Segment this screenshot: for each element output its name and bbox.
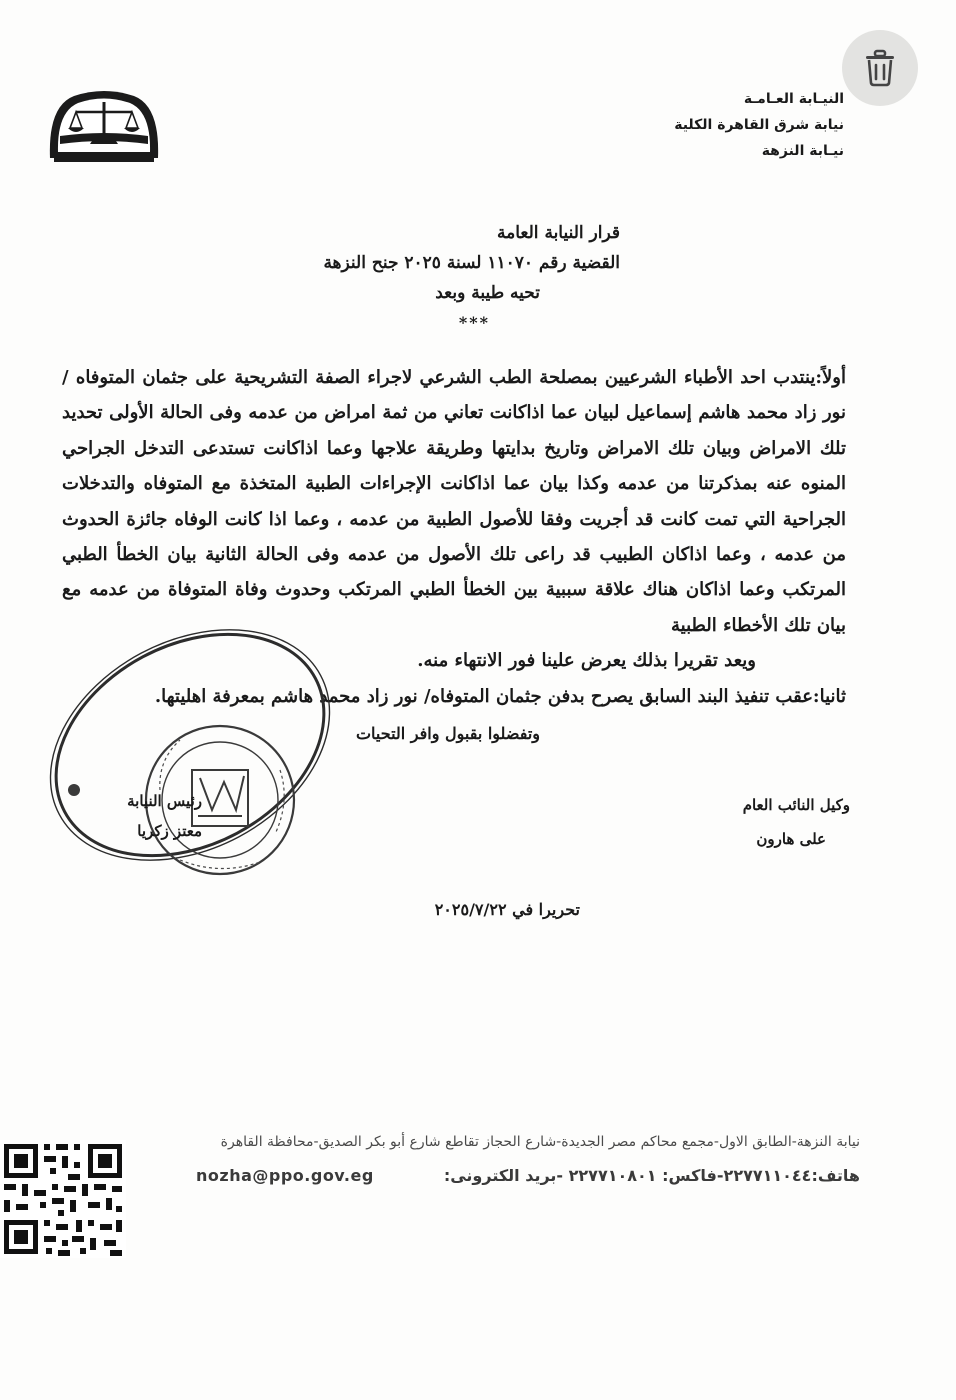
- paragraph-first-end: ويعد تقريرا بذلك يعرض علينا فور الانتهاء منه.: [417, 650, 756, 672]
- issuer-header: [584, 86, 844, 164]
- header-line-1: النيـابة العـامـة: [743, 91, 844, 107]
- signature-right-name: على هارون: [756, 830, 826, 848]
- paragraph-second: ثانيا:عقب تنفيذ البند السابق يصرح بدفن جثمان المتوفاه/ نور زاد محمد هاشم بمعرفة اهليتها.: [154, 685, 846, 707]
- footer-contact: [196, 1166, 860, 1185]
- scales-of-justice-icon: [44, 86, 164, 170]
- title-block: [230, 218, 620, 338]
- stars-separator: ***: [458, 313, 490, 332]
- footer-address: نيابة النزهة-الطابق الاول-مجمع محاكم مصر الجديدة-شارع الحجاز تقاطع شارع أبو بكر الصديق-محافظة القاهرة: [220, 1134, 860, 1150]
- signature-right: [690, 788, 850, 856]
- greeting: تحيه طيبة وبعد: [435, 283, 540, 303]
- qr-code: [0, 1140, 126, 1258]
- signature-left-title: رئيس النيابة: [127, 792, 202, 810]
- signature-left: [62, 786, 202, 846]
- case-number: القضية رقم ١١٠٧٠ لسنة ٢٠٢٥ جنح النزهة: [323, 253, 620, 273]
- decision-title: قرار النيابة العامة: [497, 223, 620, 243]
- delete-button[interactable]: [842, 30, 918, 106]
- header-line-2: نيابة شرق القاهرة الكلية: [674, 117, 844, 133]
- signature-left-name: معتز زكريا: [137, 822, 202, 840]
- header-line-3: نيـابة النزهة: [761, 143, 844, 159]
- issue-date: تحريرا في ٢٠٢٥/٧/٢٢: [434, 900, 580, 919]
- closing-phrase: وتفضلوا بقبول وافر التحيات: [355, 724, 540, 743]
- paragraph-first: أولاً:ينتدب احد الأطباء الشرعيين بمصلحة الطب الشرعي لاجراء الصفة التشريحية على جثمان المتوفاه / نور زاد محمد هاشم إسماعيل لبيان عما اذاكانت تعاني من ثمة امراض من عدمه وفى الحالة الأولى تحديد تلك الامراض وبيان تلك الامراض وتاريخ بدايتها وطريقة علاجها وعما اذاكانت تستدعى التدخل الجراحي المنوه عنه بمذكرتنا من عدمه وكذا بيان عما اذاكانت الإجراءات الطبية المتخذة مع المتوفاه والتدخلات الجراحية التي تمت كانت قد أجريت وفقا للأصول الطبية من عدمه ، وعما اذا كانت الوفاه جائزة الحدوث من عدمه ، وعما اذاكان الطبيب قد راعى تلك الأصول من عدمه وفى الحالة الثانية بيان الخطأ الطبي المرتكب وعما اذاكان هناك علاقة سببية بين الخطأ الطبي المرتكب وحدوث وفاة المتوفاة من عدمه مع بيان تلك الأخطاء الطبية: [62, 367, 846, 636]
- trash-icon: [862, 49, 898, 87]
- signature-right-title: وكيل النائب العام: [742, 796, 850, 814]
- footer-email[interactable]: nozha@ppo.gov.eg: [196, 1166, 374, 1185]
- footer-phone-fax: هاتف:٢٢٧٧١١٠٤٤-فاكس: ٢٢٧٧١٠٨٠١ -بريد الكترونى:: [443, 1166, 860, 1185]
